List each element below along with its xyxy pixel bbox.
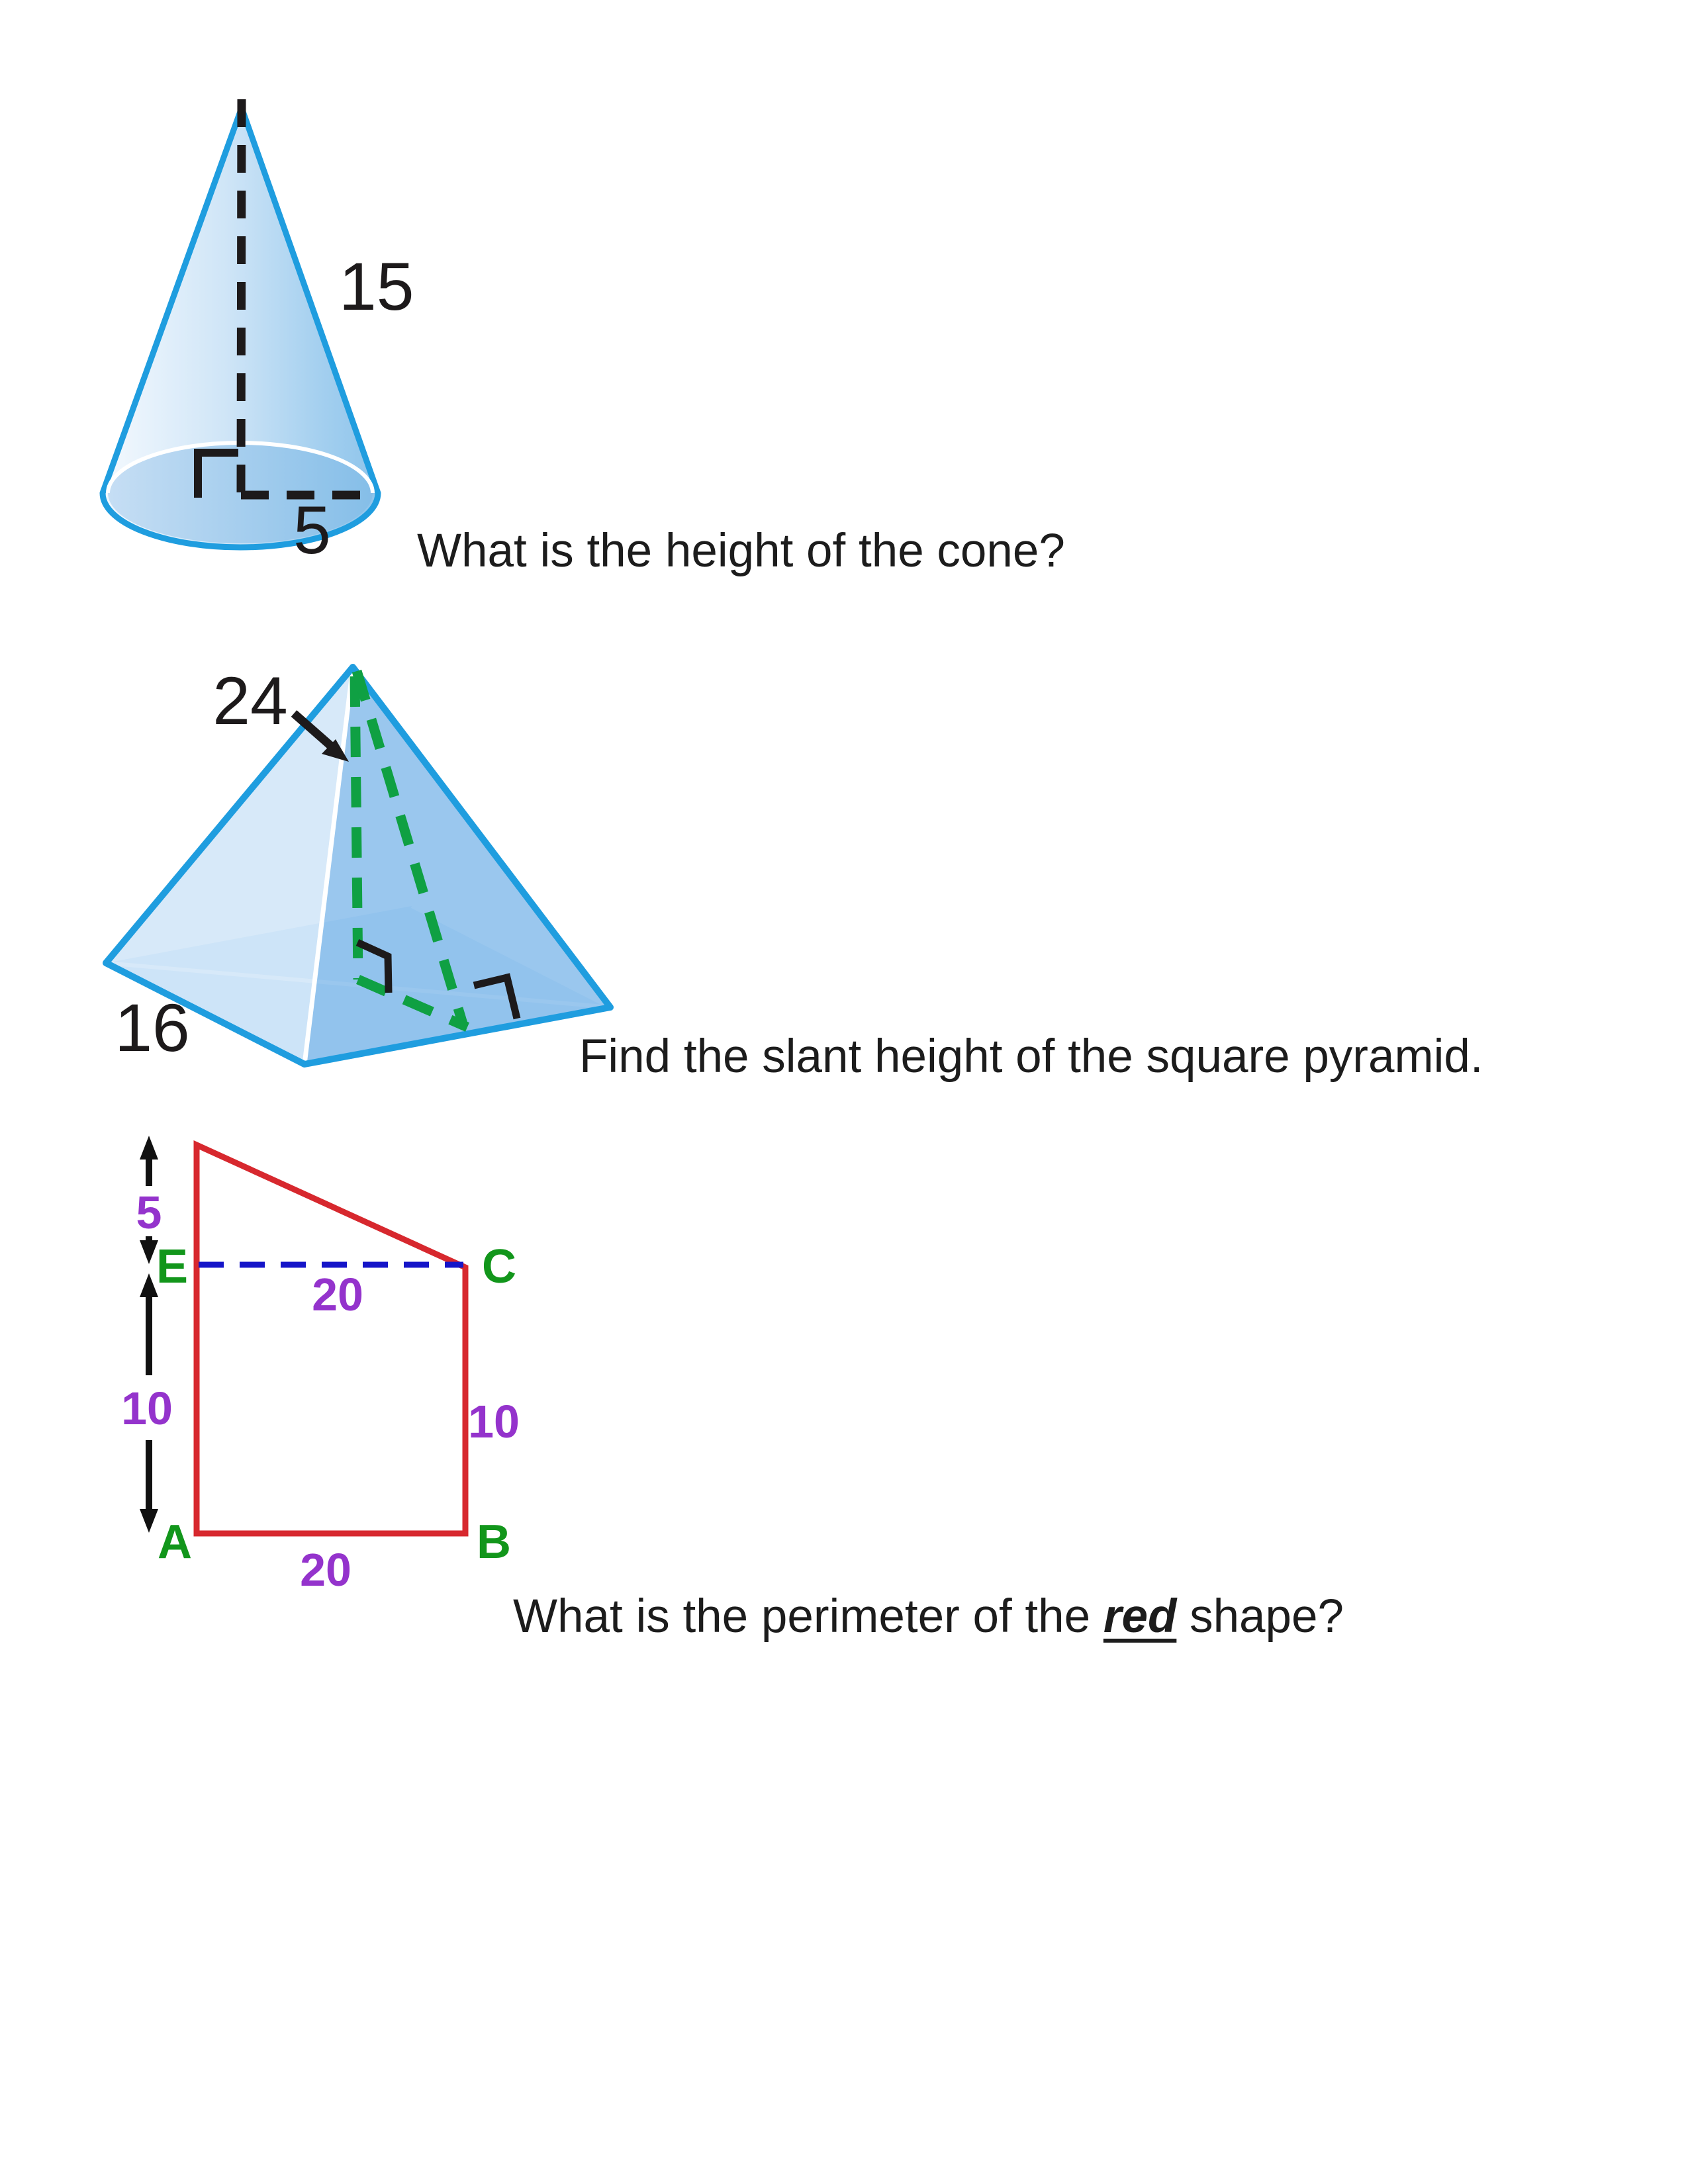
cone-height-dashed-line [241, 99, 242, 495]
pyramid-base-label: 16 [115, 990, 190, 1066]
red-shape-question-suffix: shape? [1176, 1590, 1344, 1643]
red-shape-question-prefix: What is the perimeter of the [513, 1590, 1103, 1643]
cone-figure [40, 53, 463, 596]
vertex-e-label: E [156, 1240, 188, 1293]
top-offset-arrowhead-down-icon [140, 1240, 158, 1264]
left-height-label: 10 [121, 1383, 173, 1434]
cone-question: What is the height of the cone? [417, 525, 1065, 577]
pyramid-slant-label: 24 [212, 663, 288, 739]
pyramid-question: Find the slant height of the square pyramid. [579, 1030, 1483, 1083]
top-offset-arrowhead-up-icon [140, 1136, 158, 1160]
vertex-c-label: C [482, 1240, 516, 1293]
vertex-b-label: B [477, 1516, 511, 1569]
red-shape-question-emphasis: red [1103, 1590, 1177, 1643]
red-shape-figure [99, 1092, 536, 1595]
cone-radius-label: 5 [293, 492, 331, 568]
cone-slant-label: 15 [339, 249, 414, 324]
pyramid-figure [66, 629, 662, 1092]
top-offset-label: 5 [136, 1187, 162, 1238]
left-height-arrowhead-down-icon [140, 1509, 158, 1533]
vertex-a-label: A [158, 1516, 192, 1569]
left-height-arrowhead-up-icon [140, 1273, 158, 1297]
red-shape-question [513, 1590, 1344, 1643]
ec-length-label: 20 [312, 1269, 363, 1320]
pyramid-front-right-face [305, 667, 610, 1064]
right-height-label: 10 [468, 1396, 520, 1447]
red-shape-outline [197, 1145, 465, 1533]
ab-length-label: 20 [300, 1544, 352, 1595]
